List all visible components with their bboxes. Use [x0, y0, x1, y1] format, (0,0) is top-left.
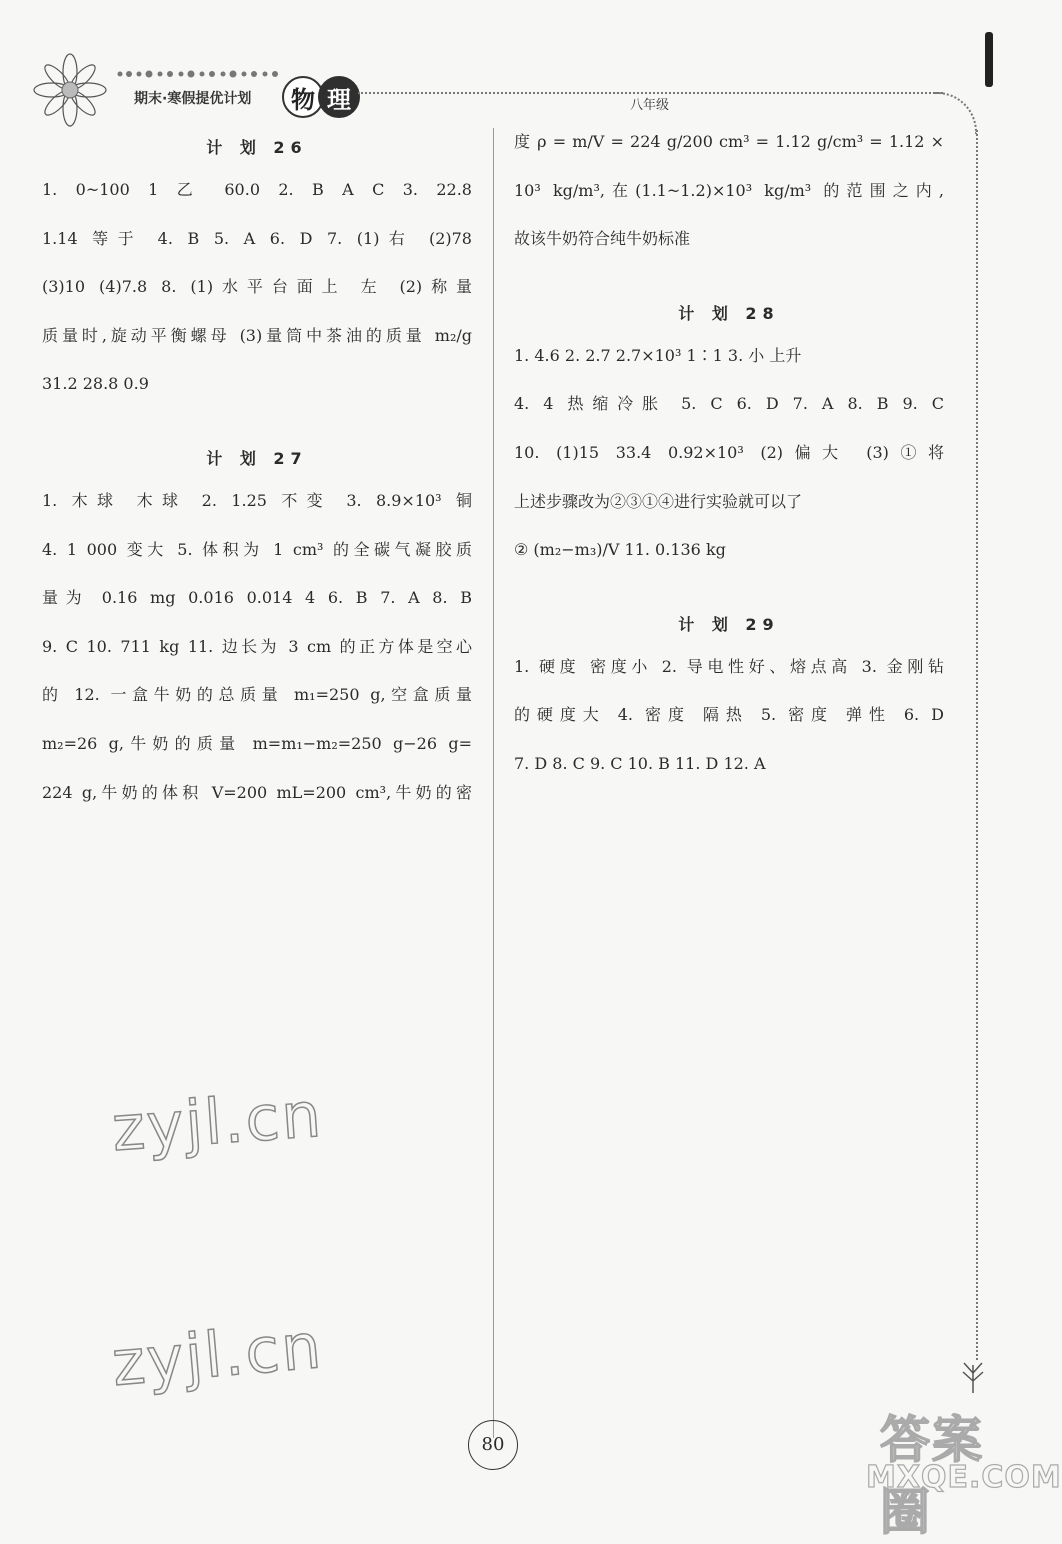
answer-line: 的硬度大 4. 密度 隔热 5. 密度 弹性 6. D — [514, 705, 944, 725]
left-column — [42, 130, 472, 829]
answer-line: 度 ρ = m/V = 224 g/200 cm³ = 1.12 g/cm³ = 1.12 × — [514, 132, 944, 151]
subject-badge-2: 理 — [318, 76, 360, 118]
page-number: 80 — [468, 1420, 518, 1470]
grade-label: 八年级 — [630, 98, 670, 113]
answer-line: 1. 4.6 2. 2.7 2.7×10³ 1∶1 3. 小 上升 — [514, 345, 802, 365]
answer-line: 1.14 等于 4. B 5. A 6. D 7. (1)右 (2)78 — [42, 228, 472, 248]
section-gap — [514, 276, 944, 296]
answer-line: 故该牛奶符合纯牛奶标准 — [514, 229, 691, 249]
header-corner — [935, 92, 977, 134]
section-heading: 计 划 28 — [678, 303, 780, 323]
answer-line: 10. (1)15 33.4 0.92×10³ (2)偏大 (3)①将 — [514, 442, 944, 462]
answer-line: 量为 0.16 mg 0.016 0.014 4 6. B 7. A 8. B — [42, 588, 472, 608]
answer-line: 31.2 28.8 0.9 — [42, 374, 149, 394]
leaf-icon — [958, 1355, 988, 1395]
section-heading: 计 划 29 — [678, 614, 780, 634]
answer-line: ② (m₂−m₃)/V 11. 0.136 kg — [514, 540, 726, 560]
answer-line: 9. C 10. 711 kg 11. 边长为 3 cm 的正方体是空心 — [42, 636, 472, 656]
answer-line: 上述步骤改为②③①④进行实验就可以了 — [514, 491, 803, 511]
answer-line: 7. D 8. C 9. C 10. B 11. D 12. A — [514, 753, 766, 773]
answer-line: 4. 1 000 变大 5. 体积为 1 cm³ 的全碳气凝胶质 — [42, 539, 472, 559]
section-gap — [514, 587, 944, 607]
subject-badge-1: 物 — [282, 76, 324, 118]
answer-line: 1. 木球 木球 2. 1.25 不变 3. 8.9×10³ 铜 — [42, 490, 472, 510]
watermark: zyjl.cn — [109, 1308, 326, 1401]
answer-line: (3)10 (4)7.8 8. (1)水平台面上 左 (2)称量 — [42, 277, 472, 297]
answer-line: 的 12. 一盒牛奶的总质量 m₁=250 g,空盒质量 — [42, 685, 472, 705]
right-column — [514, 130, 944, 801]
section-gap — [42, 421, 472, 441]
site-url: MXQE.COM — [866, 1460, 1062, 1495]
answer-line: 4. 4 热缩冷胀 5. C 6. D 7. A 8. B 9. C — [514, 394, 944, 414]
column-divider — [493, 128, 494, 1438]
answer-line: 1. 0~100 1 乙 60.0 2. B A C 3. 22.8 — [42, 180, 472, 199]
watermark: zyjl.cn — [109, 1077, 326, 1166]
answer-line: m₂=26 g,牛奶的质量 m=m₁−m₂=250 g−26 g= — [42, 733, 472, 753]
answer-line: 10³ kg/m³,在(1.1~1.2)×10³ kg/m³ 的范围之内, — [514, 180, 944, 200]
page-edge-rule — [976, 130, 978, 1360]
section-heading: 计 划 27 — [206, 448, 308, 468]
decorative-beads-icon — [115, 68, 280, 80]
answer-line: 224 g,牛奶的体积 V=200 mL=200 cm³,牛奶的密 — [42, 782, 472, 802]
section-heading: 计 划 26 — [206, 138, 308, 157]
answer-line: 1. 硬度 密度小 2. 导电性好、熔点高 3. 金刚钻 — [514, 656, 944, 676]
site-logo: 答案圈 — [880, 1411, 984, 1541]
series-title: 期末·寒假提优计划 — [134, 91, 252, 107]
flower-icon — [30, 50, 110, 130]
answer-line: 质量时,旋动平衡螺母 (3)量筒中茶油的质量 m₂/g — [42, 325, 472, 345]
edge-mark — [985, 32, 993, 87]
